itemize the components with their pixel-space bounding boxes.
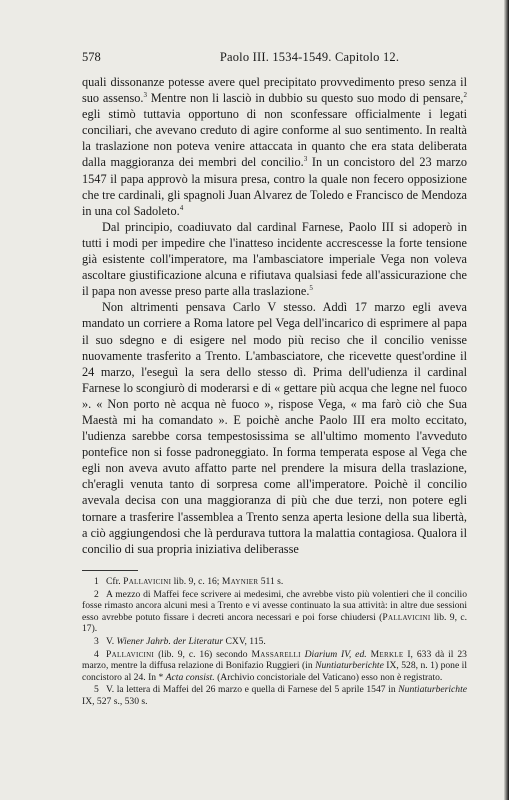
footnote: 3 V. Wiener Jahrb. der Literatur CXV, 115. — [94, 635, 266, 647]
running-title: Paolo III. 1534-1549. Capitolo 12. — [219, 50, 400, 64]
footnote-separator — [82, 570, 138, 571]
running-header — [82, 50, 467, 65]
footnote-marker: 4 — [179, 203, 184, 212]
page-edge-shadow — [504, 0, 509, 800]
footnote-marker: 3 — [303, 155, 308, 164]
main-text — [82, 74, 467, 557]
paragraph: quali dissonanze potesse avere quel precipitato provvedimento preso senza il suo assenso.$^3$ Mentre non li lasciò in dubbio su questo suo modo di pensare,$^2$ egli stimò tuttavia opportuno di non sconfessare officialmente i legati conciliari, che avevano creduto di agire conforme al suo sentimento. In realtà la traslazione non poteva venire attaccata in quanto che era stata deliberata dalla maggioranza dei membri del concilio.$^3$ In un concistoro del 23 marzo 1547 il papa approvò la misura presa, contro la quale non fecero opposizione che tre cardinali, gli spagnoli Juan Alvarez de Toledo e Francisco de Mendoza in una col Sadoleto.$^4$ — [82, 75, 468, 218]
footnote-marker: 3 — [143, 91, 147, 100]
footnotes — [82, 576, 467, 709]
footnote: 2 A mezzo di Maffei fece scrivere ai medesimi, che avrebbe visto più volentieri che il concilio fosse rimasto ancora alcuni mesi a Trento e vi avesse continuato la sua attività: in altre due sessioni esso avrebbe potuto fissare i decreti ancora necessari e poi forse chiudersi (Pallavicini lib. 9, c. 17). — [82, 588, 468, 635]
paragraph: Dal principio, coadiuvato dal cardinal Farnese, Paolo III si adoperò in tutti i modi per impedire che l'inatteso incidente accrescesse la forte tensione già esistente coll'imperatore, ma l'ambasciatore imperiale Vega non voleva ascoltare giustificazione alcuna e rifiutava qualsiasi fede all'assicurazione che il papa non avesse preso parte alla traslazione.$^5$ — [82, 219, 467, 299]
footnote: 5 V. la lettera di Maffei del 26 marzo e quella di Farnese del 5 aprile 1547 in Nuntiaturberichte IX, 527 s., 530 s. — [82, 684, 467, 707]
paragraph: Non altrimenti pensava Carlo V stesso. Addì 17 marzo egli aveva mandato un corriere a Roma latore pel Vega dell'incarico di esprimere al papa il suo sdegno e di esigere nel modo più reciso che il concilio venisse nuovamente trasferito a Trento. L'ambasciatore, che ricevette quest'ordine il 24 marzo, l'eseguì la sera dello stesso dì. Prima dell'udienza il cardinal Farnese lo scongiurò di moderarsi e di « gettare più acqua che legne nel fuoco ». « Non porto nè acqua nè fuoco », rispose Vega, « ma farò ciò che Sua Maestà mi ha comandato ». E poichè anche Paolo III era molto eccitato, l'udienza sarebbe corsa tempestosissima se all'ultimo momento l'avveduto pontefice non si fosse padroneggiato. In forma temperata espose al Vega che egli non aveva avuto affatto parte nel prendere la misura della traslazione, ch'eragli venuta tanto di sorpresa come all'imperatore. Poichè il concilio avevala decisa con una maggioranza di più che due terzi, non potere egli tornare a trasferire l'assemblea a Trento senza aperta lesione della sua libertà, a ciò aggiungendosi che là perdurava tuttora la malattia contagiosa. Qualora il concilio di sua propria iniziativa deliberasse — [82, 300, 467, 556]
footnote-marker: 2 — [463, 91, 467, 100]
page-number: 578 — [82, 50, 101, 64]
footnote: 1 Cfr. Pallavicini lib. 9, c. 16; Maynier 511 s. — [94, 576, 284, 587]
footnote: 4 Pallavicini (lib. 9, c. 16) secondo Massarelli Diarium IV, ed. Merkle I, 633 dà il 23 marzo, mentre la diffusa relazione di Bonifazio Ruggieri (in Nuntiaturberichte IX, 528, n. 1) pone il concistoro al 24. In * Acta consist. (Archivio concistoriale del Vaticano) esso non è registrato. — [82, 648, 467, 683]
footnote-marker: 5 — [309, 284, 313, 293]
